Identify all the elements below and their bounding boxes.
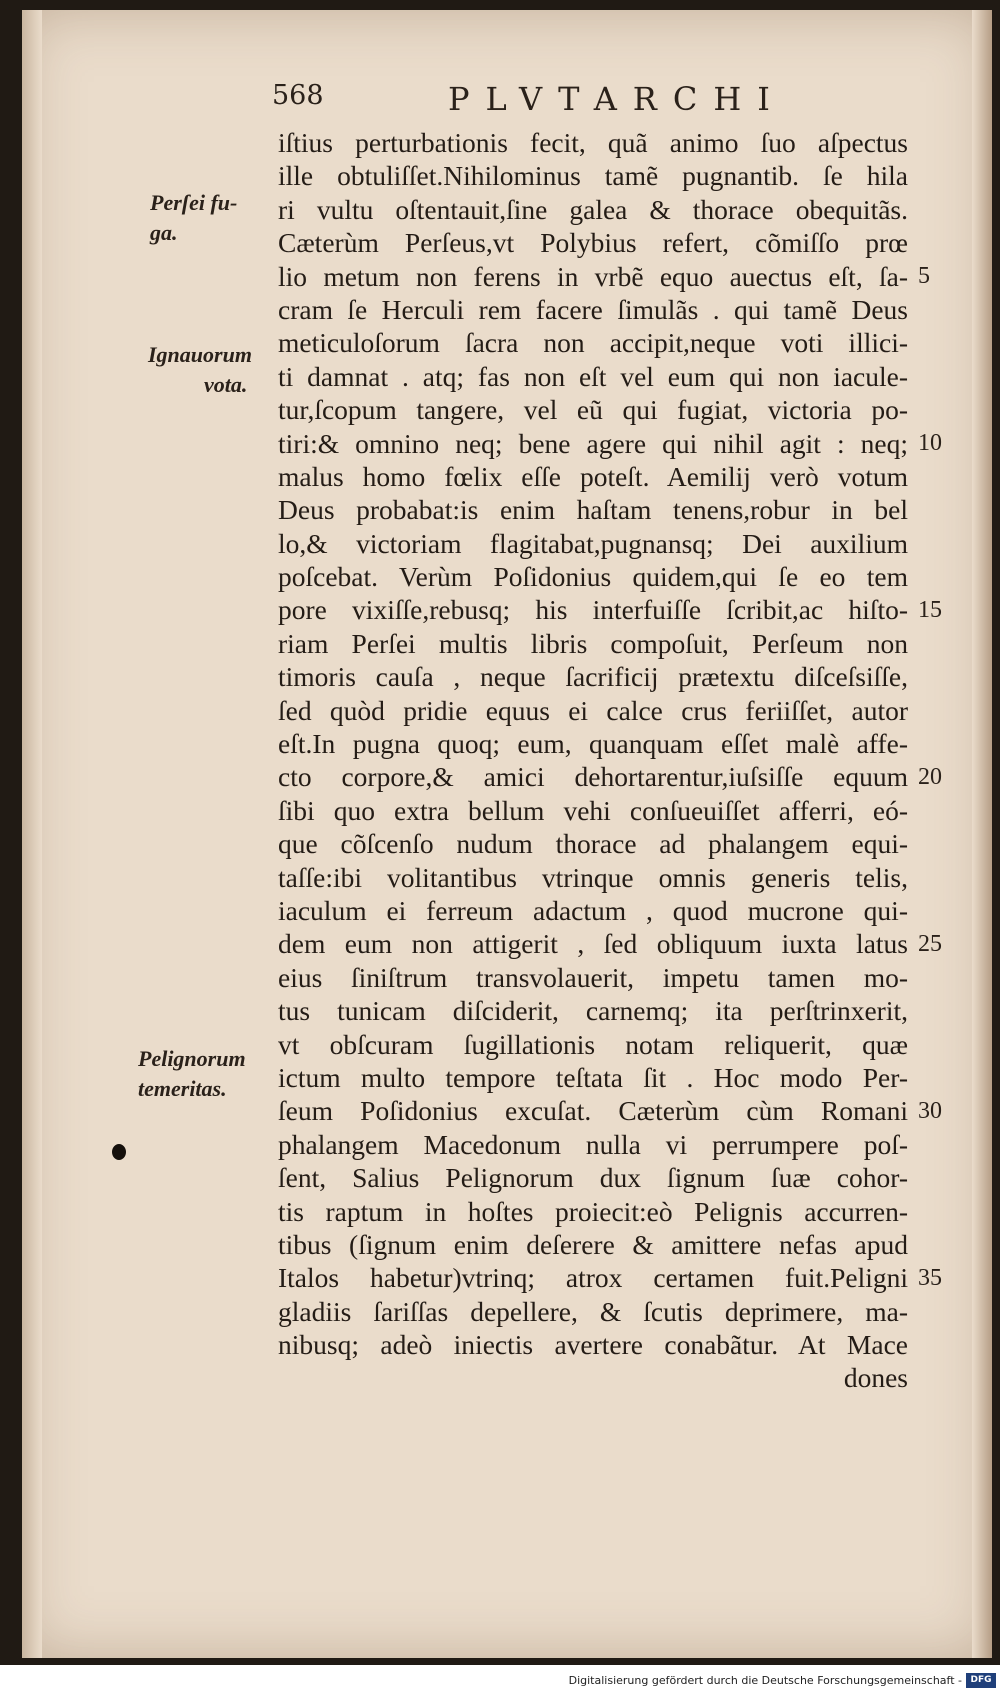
text-line: tiri:& omnino neq; bene agere qui nihil agit : neq;: [278, 427, 908, 459]
line-number: 25: [918, 930, 942, 957]
text-line: tis raptum in hoſtes proiecit:eò Pelignis accurren-: [278, 1195, 908, 1227]
text-line: Italos habetur)vtrinq; atrox certamen fuit.Peligni: [278, 1262, 908, 1294]
text-line: tibus (ſignum enim deſerere & amittere nefas apud: [278, 1228, 908, 1260]
line-number: 5: [918, 262, 930, 289]
text-line: cto corpore,& amici dehortarentur,iuſsiſſe equum: [278, 761, 908, 793]
text-line: dones: [843, 1362, 908, 1394]
running-title: PLVTARCHI: [448, 80, 786, 118]
marginal-note-line: Ignauorum: [148, 342, 252, 367]
text-line: ti damnat . atq; fas non eſt vel eum qui non iacule-: [278, 360, 908, 392]
text-line: ille obtuliſſet.Nihilominus tamẽ pugnantib. ſe hila: [278, 160, 908, 192]
text-line: eius ſiniſtrum transvolauerit, impetu tamen mo-: [278, 961, 908, 993]
text-line: taſſe:ibi volitantibus vtrinque omnis generis telis,: [278, 861, 908, 893]
text-line: nibusq; adeò iniectis avertere conabãtur. At Mace: [278, 1329, 908, 1361]
text-line: vt obſcuram ſugillationis notam reliquerit, quæ: [278, 1028, 908, 1060]
marginal-note-line: temeritas.: [138, 1076, 227, 1101]
text-line: tur,ſcopum tangere, vel eũ qui fugiat, victoria po-: [278, 394, 908, 426]
page-outer-edge: [972, 10, 992, 1658]
text-line: Deus probabat:is enim haſtam tenens,robur in bel: [278, 494, 908, 526]
marginal-note-persei-fuga: [150, 188, 260, 248]
text-line: gladiis ſariſſas depellere, & ſcutis deprimere, ma-: [278, 1295, 908, 1327]
text-line: timoris cauſa , neque ſacrificij prætextu diſceſsiſſe,: [278, 661, 908, 693]
text-line: malus homo fœlix eſſe poteſt. Aemilij verò votum: [278, 460, 908, 492]
text-line: lo,& victoriam flagitabat,pugnansq; Dei auxilium: [278, 527, 908, 559]
text-line: poſcebat. Verùm Poſidonius quidem,qui ſe eo tem: [278, 561, 908, 593]
text-line: phalangem Macedonum nulla vi perrumpere poſ-: [278, 1128, 908, 1160]
dfg-logo: DFG: [966, 1673, 996, 1688]
text-line: riam Perſei multis libris compoſuit, Perſeum non: [278, 627, 908, 659]
body-text: [278, 126, 908, 1395]
marginal-note-line: Perſei fu-: [150, 190, 238, 215]
text-line: meticuloſorum ſacra non accipit,neque voti illici-: [278, 327, 908, 359]
ink-blot: [112, 1144, 126, 1160]
page-gutter-shadow: [22, 10, 42, 1658]
text-line: ri vultu oſtentauit,ſine galea & thorace obequitãs.: [278, 193, 908, 225]
text-line: ictum multo tempore teſtata ſit . Hoc modo Per-: [278, 1061, 908, 1093]
text-line: iaculum ei ferreum adactum , quod mucrone qui-: [278, 894, 908, 926]
text-line: ſent, Salius Pelignorum dux ſignum ſuæ cohor-: [278, 1162, 908, 1194]
text-line: que cõſcenſo nudum thorace ad phalangem equi-: [278, 828, 908, 860]
marginal-note-line: vota.: [204, 372, 248, 397]
text-line: Cæterùm Perſeus,vt Polybius refert, cõmiſſo prœ: [278, 227, 908, 259]
page-number: 568: [272, 80, 324, 111]
footer: [0, 1672, 1000, 1692]
text-line: ſibi quo extra bellum vehi conſueuiſſet afferri, eó-: [278, 794, 908, 826]
text-line: tus tunicam diſciderit, carnemq; ita perſtrinxerit,: [278, 995, 908, 1027]
funding-notice: Digitalisierung gefördert durch die Deutsche Forschungsgemeinschaft -: [568, 1674, 962, 1687]
line-number: 15: [918, 596, 942, 623]
text-line: iſtius perturbationis fecit, quã animo ſuo aſpectus: [278, 127, 908, 158]
line-number: 30: [918, 1097, 942, 1124]
text-line: ſed quòd pridie equus ei calce crus feriiſſet, autor: [278, 694, 908, 726]
text-line: ſeum Poſidonius excuſat. Cæterùm cùm Romani: [278, 1095, 908, 1127]
line-number: 10: [918, 429, 942, 456]
marginal-note-line: Pelignorum: [138, 1046, 246, 1071]
text-line: eſt.In pugna quoq; eum, quanquam eſſet malè affe-: [278, 728, 908, 760]
line-number: 35: [918, 1264, 942, 1291]
text-line: pore vixiſſe,rebusq; his interfuiſſe ſcribit,ac hiſto-: [278, 594, 908, 626]
text-line: lio metum non ferens in vrbẽ equo auectus eſt, ſa-: [278, 260, 908, 292]
text-line: dem eum non attigerit , ſed obliquum iuxta latus: [278, 928, 908, 960]
text-line: cram ſe Herculi rem facere ſimulãs . qui tamẽ Deus: [278, 293, 908, 325]
marginal-note-pelignorum-temeritas: [138, 1044, 268, 1104]
marginal-note-ignauorum-vota: [148, 340, 268, 400]
marginal-note-line: ga.: [150, 220, 178, 245]
line-number: 20: [918, 763, 942, 790]
